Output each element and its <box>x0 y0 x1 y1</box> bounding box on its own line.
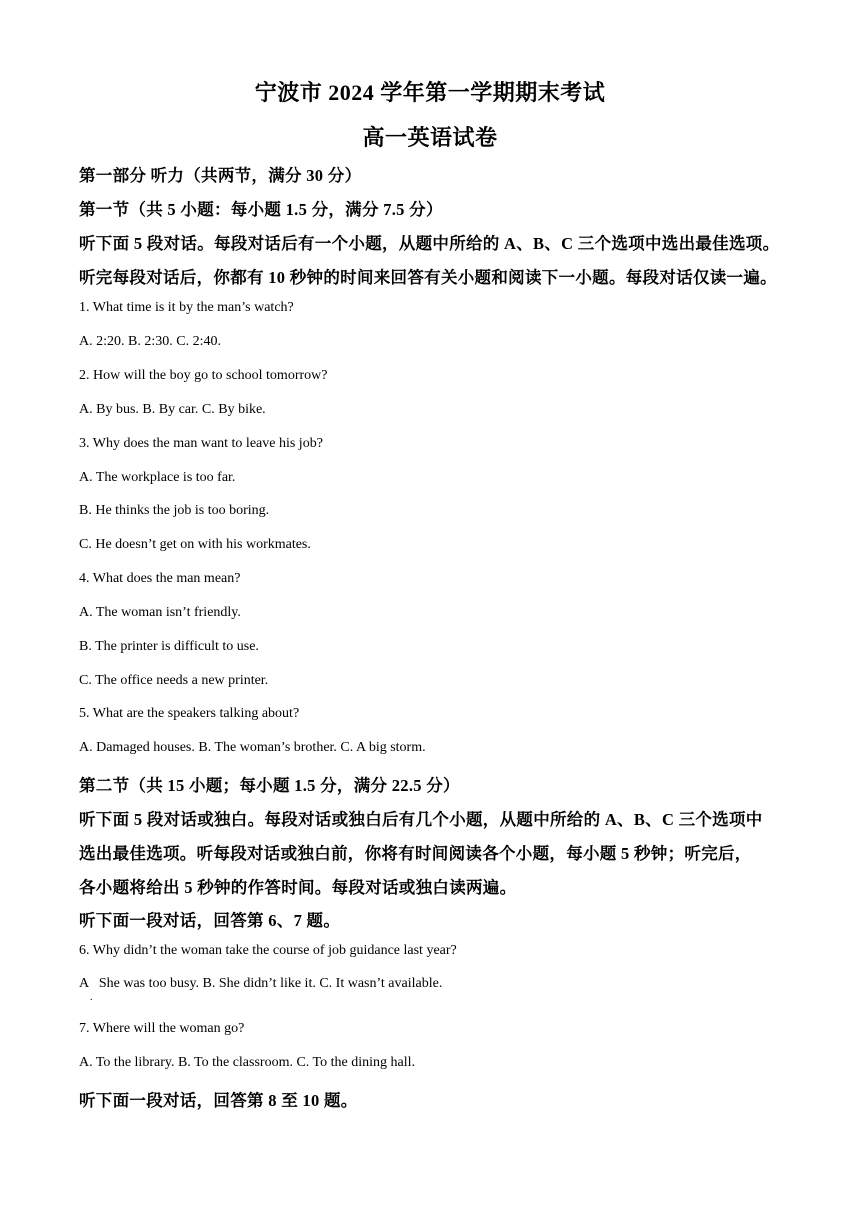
question-3: 3. Why does the man want to leave his job? <box>79 436 323 451</box>
question-3-option-b: B. He thinks the job is too boring. <box>79 503 270 518</box>
question-3-option-a: A. The workplace is too far. <box>79 470 236 485</box>
question-4-option-a: A. The woman isn’t friendly. <box>79 605 241 620</box>
section2-instruction-3: 各小题将给出 5 秒钟的作答时间。每段对话或独白读两遍。 <box>79 878 517 897</box>
question-4-option-b: B. The printer is difficult to use. <box>79 639 259 654</box>
section2-instruction-2: 选出最佳选项。听每段对话或独白前，你将有时间阅读各个小题，每小题 5 秒钟；听完后， <box>79 844 752 863</box>
exam-title: 宁波市 2024 学年第一学期期末考试 <box>254 80 606 105</box>
section1-instruction-1: 听下面 5 段对话。每段对话后有一个小题，从题中所给的 A、B、C 三个选项中选出最佳选项。 <box>79 234 780 253</box>
exam-subtitle: 高一英语试卷 <box>362 125 498 150</box>
part1-heading: 第一部分 听力（共两节，满分 30 分） <box>79 166 362 185</box>
question-5-options: A. Damaged houses. B. The woman’s brother. C. A big storm. <box>79 740 426 755</box>
dialog-2-heading: 听下面一段对话，回答第 8 至 10 题。 <box>79 1091 358 1110</box>
question-2: 2. How will the boy go to school tomorrow? <box>79 368 328 383</box>
question-1: 1. What time is it by the man’s watch? <box>79 300 294 315</box>
question-4-option-c: C. The office needs a new printer. <box>79 673 269 688</box>
question-2-options: A. By bus. B. By car. C. By bike. <box>79 402 266 417</box>
dialog-1-heading: 听下面一段对话，回答第 6、7 题。 <box>79 911 341 930</box>
section1-instruction-2: 听完每段对话后，你都有 10 秒钟的时间来回答有关小题和阅读下一小题。每段对话仅读一遍。 <box>79 268 777 287</box>
question-1-options: A. 2:20. B. 2:30. C. 2:40. <box>79 334 221 349</box>
section2-heading: 第二节（共 15 小题；每小题 1.5 分，满分 22.5 分） <box>79 776 460 795</box>
question-7-options: A. To the library. B. To the classroom. C. To the dining hall. <box>79 1055 416 1070</box>
question-3-option-c: C. He doesn’t get on with his workmates. <box>79 537 311 552</box>
question-6-options: A She was too busy. B. She didn’t like it. C. It wasn’t available. <box>79 976 443 991</box>
section1-heading: 第一节（共 5 小题：每小题 1.5 分，满分 7.5 分） <box>79 200 443 219</box>
question-5: 5. What are the speakers talking about? <box>79 706 300 721</box>
stray-dot-mark: . <box>90 992 93 1003</box>
question-6: 6. Why didn’t the woman take the course of job guidance last year? <box>79 943 457 958</box>
section2-instruction-1: 听下面 5 段对话或独白。每段对话或独白后有几个小题，从题中所给的 A、B、C 三个选项中 <box>79 810 763 829</box>
question-4: 4. What does the man mean? <box>79 571 241 586</box>
question-7: 7. Where will the woman go? <box>79 1021 245 1036</box>
